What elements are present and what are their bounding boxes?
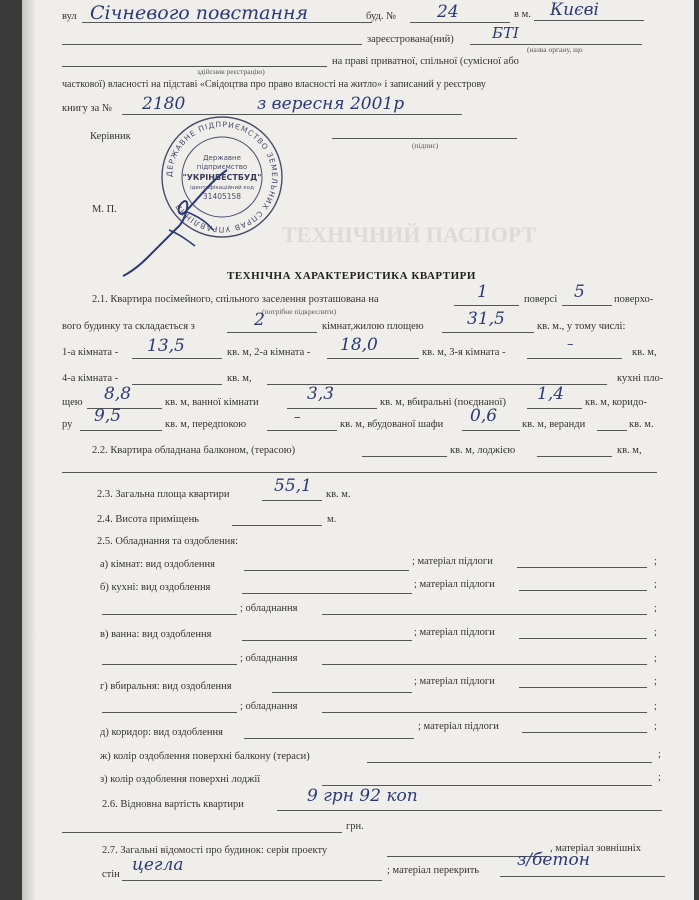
s25-g-equip: ; обладнання	[240, 701, 298, 712]
stamp-line2: підприємство	[196, 163, 248, 171]
ownership-text: на праві приватної, спільної (сумісної або	[332, 56, 519, 67]
total-area-line	[262, 500, 322, 501]
s25-b-floor-line	[519, 590, 647, 591]
street-label: вул	[62, 11, 77, 22]
veranda-unit: кв. м.	[629, 419, 654, 430]
height-line	[232, 525, 322, 526]
s25-b-line	[242, 593, 412, 594]
s23-label: 2.3. Загальна площа квартири	[97, 489, 230, 500]
organ-note: (назва органу, що	[527, 45, 583, 54]
s23-unit: кв. м.	[326, 489, 351, 500]
building-value: 24	[437, 2, 459, 22]
room1-label: 1-а кімната -	[62, 347, 119, 358]
stamp-line4: ідентифікаційний код	[190, 185, 254, 191]
balcony-line	[362, 456, 447, 457]
corr-label: кв. м, коридо-	[585, 397, 647, 408]
stamp-outer-text: ДЕРЖАВНЕ ПІДПРИЄМСТВО ЗЕМЕЛЬНИХ СПРАВ УПРАВЛІННЯ	[164, 119, 280, 235]
hall-line	[267, 430, 337, 431]
room2-line	[327, 358, 419, 359]
stamp-code: 31405158	[202, 192, 242, 201]
ceiling-value: з/бетон	[517, 850, 590, 870]
s21-text1: 2.1. Квартира посімейного, спільного заселення розташована на	[92, 294, 379, 305]
s24-unit: м.	[327, 514, 337, 525]
s25-v-equip-line	[322, 664, 647, 665]
veranda-line	[597, 430, 627, 431]
bath-value: 3,3	[307, 384, 335, 404]
s25-b-equip: ; обладнання	[240, 603, 298, 614]
s25-v-semi: ;	[654, 627, 657, 638]
street-value: Січневого повстання	[90, 2, 309, 24]
bath-label: кв. м, ванної кімнати	[165, 397, 259, 408]
document-page	[22, 0, 694, 900]
registered-value: БТІ	[492, 24, 519, 42]
s25-v-equip: ; обладнання	[240, 653, 298, 664]
s25-a-floor: ; матеріал підлоги	[412, 556, 493, 567]
doc-title: ТЕХНІЧНА ХАРАКТЕРИСТИКА КВАРТИРИ	[227, 270, 476, 282]
signature-scribble	[117, 150, 237, 280]
s25-b-floor: ; матеріал підлоги	[414, 579, 495, 590]
kitchen-label: кухні пло-	[617, 373, 664, 384]
s25-v-floor-line	[519, 638, 647, 639]
ceiling-line	[500, 876, 665, 877]
kitchen-value: 8,8	[104, 384, 132, 404]
s25-zh-label: ж) колір оздоблення поверхні балкону (тераси)	[100, 751, 310, 762]
s25-v-line	[242, 640, 412, 641]
room1-value: 13,5	[147, 336, 185, 356]
s21-text3: поверхо-	[614, 294, 654, 305]
s25-zh-semi: ;	[658, 749, 661, 760]
s25-zh-line	[367, 762, 652, 763]
s27-walls-mat: , матеріал зовнішніх	[550, 843, 641, 854]
loggia-line	[537, 456, 612, 457]
hall-value: –	[294, 410, 301, 425]
s26-unit: грн.	[346, 821, 364, 832]
s25-v-equip-semi: ;	[654, 653, 657, 664]
book-date: з вересня 2001р	[257, 94, 405, 114]
s21-note: (потрібне підкреслити)	[262, 307, 337, 316]
room2-value: 18,0	[340, 335, 378, 355]
signature-line	[332, 138, 517, 139]
city-label: в м.	[514, 9, 531, 20]
s25-a-semi: ;	[654, 556, 657, 567]
s25-d-floor-line	[522, 732, 647, 733]
reg-note: здійснив реєстрацію)	[197, 67, 265, 76]
total-area-value: 55,1	[274, 476, 312, 496]
city-value: Києві	[550, 0, 599, 20]
living-area-line	[442, 332, 534, 333]
rooms-value: 2	[254, 310, 265, 330]
s25-g-floor-line	[519, 687, 647, 688]
s25-g-extra-line	[102, 712, 237, 713]
s25-b-label: б) кухні: вид оздоблення	[100, 582, 211, 593]
room1-line	[132, 358, 222, 359]
book-label: книгу за №	[62, 103, 112, 114]
s25-g-line	[272, 692, 412, 693]
registered-label: зареєстрована(ний)	[367, 34, 454, 45]
s22-text1: 2.2. Квартира обладнана балконом, (терасою)	[92, 445, 296, 456]
s22-text3: кв. м,	[617, 445, 642, 456]
s26-extra-line	[62, 832, 342, 833]
s25-z-label: з) колір оздоблення поверхні лоджії	[100, 774, 261, 785]
s24-label: 2.4. Висота приміщень	[97, 514, 199, 525]
head-label: Керівник	[90, 131, 131, 142]
s25-d-semi: ;	[654, 721, 657, 732]
s21-text2: поверсі	[524, 294, 558, 305]
s25-a-label: а) кімнат: вид оздоблення	[100, 559, 215, 570]
s25-g-label: г) вбиральня: вид оздоблення	[100, 681, 232, 692]
room4-line	[132, 384, 222, 385]
s25-b-extra-line	[102, 614, 237, 615]
s21-text4: вого будинку та складається з	[62, 321, 195, 332]
s25-d-line	[244, 738, 414, 739]
kitchen-prefix: щею	[62, 397, 83, 408]
floors-total-line	[562, 305, 612, 306]
living-area-value: 31,5	[467, 309, 505, 329]
veranda-label: кв. м, веранди	[522, 419, 586, 430]
s25-d-label: д) коридор: вид оздоблення	[100, 727, 223, 738]
s25-b-equip-line	[322, 614, 647, 615]
walls-value: цегла	[132, 855, 184, 875]
room4-unit: кв. м,	[227, 373, 252, 384]
builtin-line	[462, 430, 520, 431]
room2-label: кв. м, 2-а кімната -	[227, 347, 311, 358]
city-line	[534, 20, 644, 21]
stamp-line1: Державне	[203, 154, 241, 162]
s21-text6: кв. м., у тому числі:	[537, 321, 626, 332]
line-blank-2	[62, 66, 327, 67]
corridor-value: 9,5	[94, 406, 122, 426]
s25-b-equip-semi: ;	[654, 603, 657, 614]
s26-line	[277, 810, 662, 811]
floor-line	[454, 305, 519, 306]
room3-label: кв. м, 3-я кімната -	[422, 347, 506, 358]
corridor-line	[80, 430, 162, 431]
s25-z-semi: ;	[658, 772, 661, 783]
s22-extra-line	[62, 472, 657, 473]
s25-b-semi: ;	[654, 579, 657, 590]
builtin-label: кв. м, вбудованої шафи	[340, 419, 444, 430]
s25-label: 2.5. Обладнання та оздоблення:	[97, 536, 239, 547]
ceiling-label: ; матеріал перекрить	[387, 865, 480, 876]
room4-label: 4-а кімната -	[62, 373, 119, 384]
line-blank-1	[62, 44, 362, 45]
stamp-line3: "УКРІНВЕСТБУД"	[182, 173, 262, 182]
wc-label: кв. м, вбиральні (поєднаної)	[380, 397, 506, 408]
room3-line	[527, 358, 622, 359]
s25-g-equip-semi: ;	[654, 701, 657, 712]
s25-v-floor: ; матеріал підлоги	[414, 627, 495, 638]
wc-value: 1,4	[537, 384, 565, 404]
s26-value: 9 грн 92 коп	[307, 786, 418, 806]
wc-line	[527, 408, 582, 409]
s21-text5: кімнат,жилою площею	[322, 321, 424, 332]
s25-d-floor: ; матеріал підлоги	[418, 721, 499, 732]
room3-unit: кв. м,	[632, 347, 657, 358]
s25-a-floor-line	[517, 567, 647, 568]
s27-label: 2.7. Загальні відомості про будинок: серія проекту	[102, 845, 328, 856]
floors-total-value: 5	[574, 282, 585, 302]
builtin-value: 0,6	[470, 406, 498, 426]
hall-label: кв. м, передпокою	[165, 419, 247, 430]
room3-value: –	[567, 337, 574, 352]
rooms-line	[227, 332, 317, 333]
building-line	[410, 22, 510, 23]
corr-prefix: ру	[62, 419, 73, 430]
building-label: буд. №	[366, 11, 397, 22]
walls-label: стін	[102, 869, 120, 880]
s25-v-extra-line	[102, 664, 237, 665]
page-shadow	[22, 0, 36, 900]
signature-note: (підпис)	[412, 141, 439, 150]
s25-v-label: в) ванна: вид оздоблення	[100, 629, 212, 640]
s26-label: 2.6. Відновна вартість квартири	[102, 799, 244, 810]
book-value: 2180	[142, 94, 186, 114]
s25-g-equip-line	[322, 712, 647, 713]
bath-line	[287, 408, 377, 409]
walls-line	[122, 880, 382, 881]
mp-label: М. П.	[92, 204, 117, 215]
s22-text2: кв. м, лоджією	[450, 445, 516, 456]
ghost-title: ТЕХНІЧНИЙ ПАСПОРТ	[282, 222, 537, 247]
basis-text: часткової) власності на підставі «Свідоцтва про право власності на житло» і записаний у реєстрову	[62, 79, 486, 90]
floor-value: 1	[477, 282, 488, 302]
s25-g-semi: ;	[654, 676, 657, 687]
s25-a-line	[244, 570, 409, 571]
s25-g-floor: ; матеріал підлоги	[414, 676, 495, 687]
